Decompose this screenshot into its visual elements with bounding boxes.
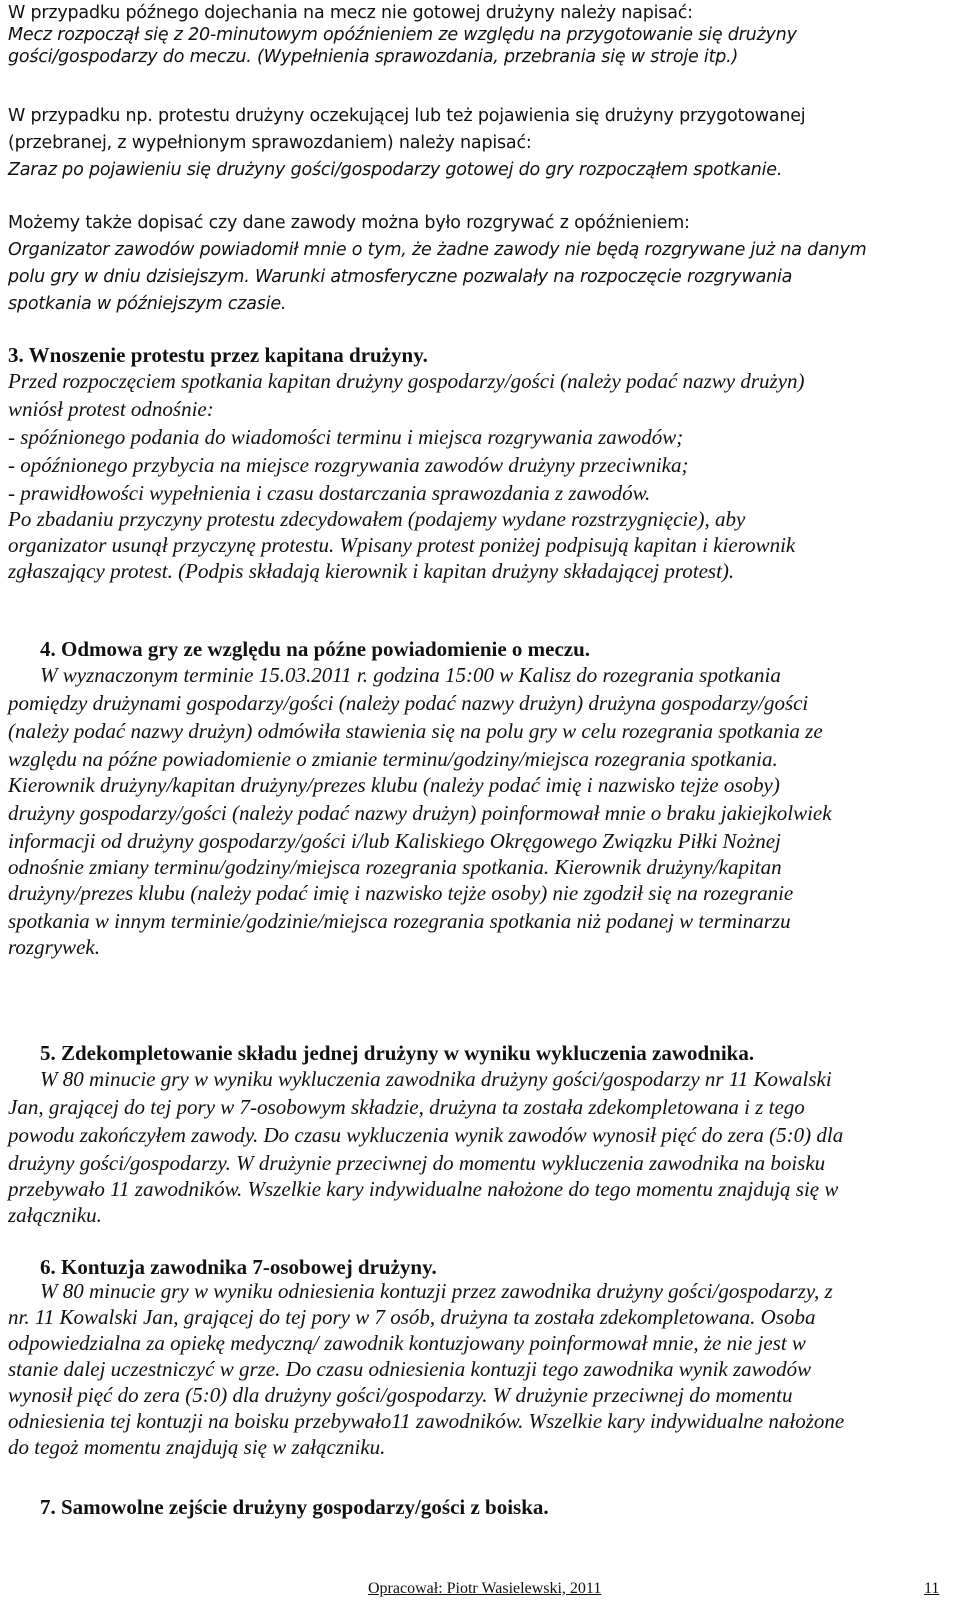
text-line: Mecz rozpoczął się z 20-minutowym opóźnieniem ze względu na przygotowanie się drużyny (8, 25, 797, 45)
text-line: organizator usunął przyczynę protestu. Wpisany protest poniżej podpisują kapitan i kierownik (8, 533, 796, 557)
text-line: W 80 minucie gry w wyniku odniesienia kontuzji przez zawodnika drużyny gości/gospodarzy, z (40, 1279, 833, 1303)
text-line: Kierownik drużyny/kapitan drużyny/prezes klubu (należy podać imię i nazwisko tejże osoby) (8, 773, 780, 797)
section-heading: 4. Odmowa gry ze względu na późne powiadomienie o meczu. (40, 637, 591, 661)
text-line: do tegoż momentu znajdują się w załączniku. (8, 1435, 386, 1459)
text-line: względu na późne powiadomienie o zmianie terminu/godziny/miejsca rozegrania spotkania. (8, 747, 778, 771)
text-line: gości/gospodarzy do meczu. (Wypełnienia sprawozdania, przebrania się w stroje itp.) (8, 47, 739, 67)
text-line: - prawidłowości wypełnienia i czasu dostarczania sprawozdania z zawodów. (8, 481, 651, 505)
text-line: przebywało 11 zawodników. Wszelkie kary indywidualne nałożone do tego momentu znajdują się w (8, 1177, 839, 1201)
text-line: W przypadku późnego dojechania na mecz nie gotowej drużyny należy napisać: (8, 3, 693, 23)
text-line: odniesienia tej kontuzji na boisku przebywało11 zawodników. Wszelkie kary indywidualne nałożone (8, 1409, 845, 1433)
text-line: spotkania w późniejszym czasie. (8, 294, 287, 314)
text-line: pomiędzy drużynami gospodarzy/gości (należy podać nazwy drużyn) drużyna gospodarzy/gości (8, 691, 809, 715)
text-line: - spóźnionego podania do wiadomości terminu i miejsca rozgrywania zawodów; (8, 425, 684, 449)
text-line: Możemy także dopisać czy dane zawody można było rozgrywać z opóźnieniem: (8, 213, 690, 233)
text-line: W przypadku np. protestu drużyny oczekującej lub też pojawienia się drużyny przygotowanej (8, 106, 806, 126)
text-line: rozgrywek. (8, 935, 100, 959)
text-line: Organizator zawodów powiadomił mnie o tym, że żadne zawody nie będą rozgrywane już na danym (8, 240, 867, 260)
text-line: drużyny gości/gospodarzy. W drużynie przeciwnej do momentu wykluczenia zawodnika na boisku (8, 1151, 826, 1175)
text-line: Przed rozpoczęciem spotkania kapitan drużyny gospodarzy/gości (należy podać nazwy drużyn) (8, 369, 805, 393)
text-line: - opóźnionego przybycia na miejsce rozgrywania zawodów drużyny przeciwnika; (8, 453, 689, 477)
footer-author: Opracował: Piotr Wasielewski, 2011 (368, 1580, 602, 1597)
section-heading: 5. Zdekompletowanie składu jednej drużyny w wyniku wykluczenia zawodnika. (40, 1041, 755, 1065)
text-line: nr. 11 Kowalski Jan, grającej do tej pory w 7 osób, drużyna ta została zdekompletowana. Osoba (8, 1305, 816, 1329)
text-line: stanie dalej uczestniczyć w grze. Do czasu odniesienia kontuzji tego zawodnika wynik zawodów (8, 1357, 812, 1381)
text-line: Zaraz po pojawieniu się drużyny gości/gospodarzy gotowej do gry rozpocząłem spotkanie. (8, 160, 783, 180)
text-line: spotkania w innym terminie/godzinie/miejsca rozegrania spotkania niż podanej w terminarzu (8, 909, 791, 933)
text-line: Jan, grającej do tej pory w 7-osobowym składzie, drużyna ta została zdekompletowana i z tego (8, 1095, 805, 1119)
text-line: W 80 minucie gry w wyniku wykluczenia zawodnika drużyny gości/gospodarzy nr 11 Kowalski (40, 1067, 832, 1091)
text-line: drużyny/prezes klubu (należy podać imię i nazwisko tejże osoby) nie zgodził się na rozegranie (8, 881, 794, 905)
text-line: drużyny gospodarzy/gości (należy podać nazwy drużyn) poinformował mnie o braku jakiejkolwiek (8, 801, 832, 825)
section-heading: 7. Samowolne zejście drużyny gospodarzy/gości z boiska. (40, 1495, 549, 1519)
section-heading: 3. Wnoszenie protestu przez kapitana drużyny. (8, 343, 428, 367)
text-line: informacji od drużyny gospodarzy/gości i/lub Kaliskiego Okręgowego Związku Piłki Nożnej (8, 829, 781, 853)
page-number: 11 (924, 1580, 940, 1597)
text-line: (należy podać nazwy drużyn) odmówiła stawienia się na polu gry w celu rozegrania spotkania ze (8, 719, 823, 743)
text-line: zgłaszający protest. (Podpis składają kierownik i kapitan drużyny składającej protest). (8, 559, 735, 583)
text-line: odnośnie zmiany terminu/godziny/miejsca rozegrania spotkania. Kierownik drużyny/kapitan (8, 855, 782, 879)
text-line: załączniku. (8, 1203, 102, 1227)
text-line: Po zbadaniu przyczyny protestu zdecydowałem (podajemy wydane rozstrzygnięcie), aby (8, 507, 746, 531)
text-line: (przebranej, z wypełnionym sprawozdaniem) należy napisać: (8, 133, 532, 153)
text-line: odpowiedzialna za opiekę medyczną/ zawodnik kontuzjowany poinformował mnie, że nie jest w (8, 1331, 806, 1355)
text-line: polu gry w dniu dzisiejszym. Warunki atmosferyczne pozwalały na rozpoczęcie rozgrywania (8, 267, 793, 287)
text-line: wniósł protest odnośnie: (8, 397, 214, 421)
section-heading: 6. Kontuzja zawodnika 7-osobowej drużyny. (40, 1255, 437, 1279)
text-line: wynosił pięć do zera (5:0) dla drużyny gości/gospodarzy. W drużynie przeciwnej do momentu (8, 1383, 793, 1407)
text-line: powodu zakończyłem zawody. Do czasu wykluczenia wynik zawodów wynosił pięć do zera (5:0) dla (8, 1123, 844, 1147)
text-line: W wyznaczonym terminie 15.03.2011 r. godzina 15:00 w Kalisz do rozegrania spotkania (40, 663, 781, 687)
